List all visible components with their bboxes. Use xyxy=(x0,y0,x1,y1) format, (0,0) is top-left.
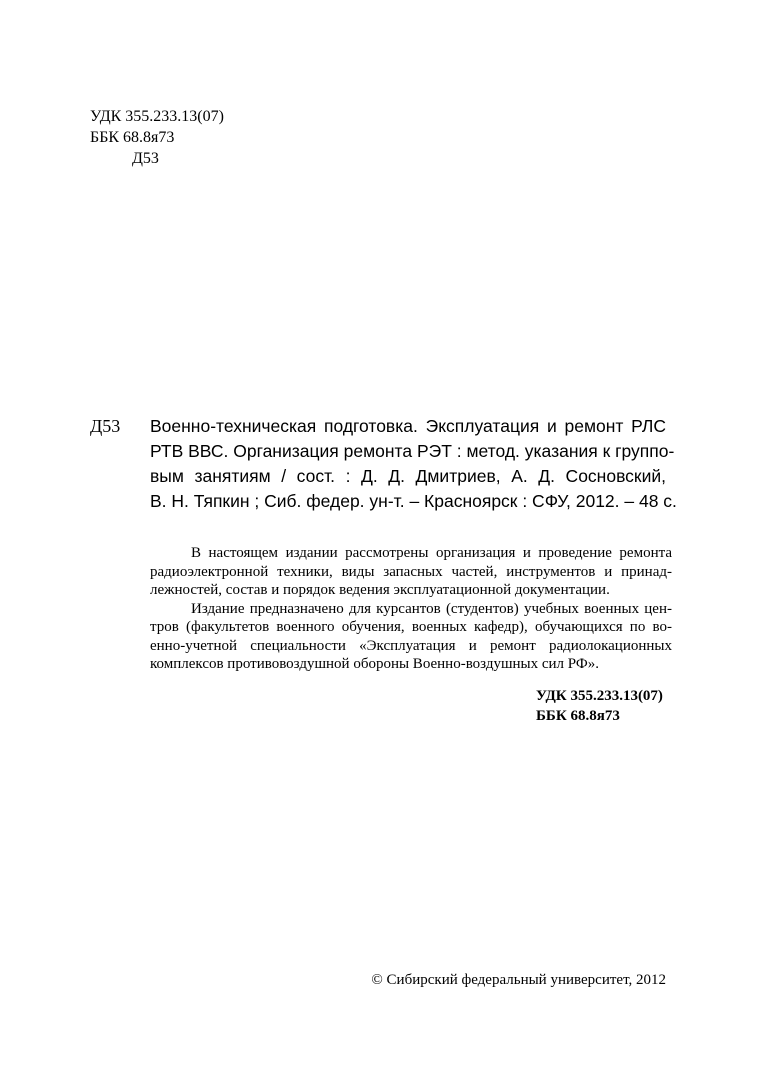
author-mark-code: Д53 xyxy=(132,150,159,167)
bibliographic-line: В. Н. Тяпкин ; Сиб. федер. ун-т. – Красноярск : СФУ, 2012. – 48 с. xyxy=(150,491,677,511)
bibliographic-entry xyxy=(150,414,677,514)
bbk-code: ББК 68.8я73 xyxy=(90,129,175,146)
header-classification-codes xyxy=(90,106,224,169)
footer-classification-codes xyxy=(536,686,663,726)
abstract xyxy=(150,544,672,674)
udk-code-bold: УДК 355.233.13(07) xyxy=(536,688,663,704)
bibliographic-line: вым занятиям / сост. : Д. Д. Дмитриев, А. Д. Сосновский, xyxy=(150,466,666,486)
bibliographic-line: РТВ ВВС. Организация ремонта РЭТ : метод. указания к группо- xyxy=(150,441,675,461)
bbk-code-bold: ББК 68.8я73 xyxy=(536,708,620,724)
abstract-line: комплексов противовоздушной обороны Военно-воздушных сил РФ». xyxy=(150,656,599,672)
abstract-line: тров (факультетов военного обучения, военных кафедр), обучающихся по во- xyxy=(150,619,672,635)
abstract-line: лежностей, состав и порядок ведения эксплуатационной документации. xyxy=(150,582,610,598)
abstract-line: В настоящем издании рассмотрены организация и проведение ремонта xyxy=(191,545,672,561)
bibliographic-author-mark: Д53 xyxy=(90,416,121,436)
copyright-notice: © Сибирский федеральный университет, 2012 xyxy=(371,972,666,988)
bibliographic-line: Военно-техническая подготовка. Эксплуатация и ремонт РЛС xyxy=(150,416,666,436)
abstract-line: радиоэлектронной техники, виды запасных частей, инструментов и принад- xyxy=(150,563,672,580)
abstract-line: Издание предназначено для курсантов (студентов) учебных военных цен- xyxy=(191,600,672,617)
udk-code: УДК 355.233.13(07) xyxy=(90,108,224,125)
abstract-line: енно-учетной специальности «Эксплуатация и ремонт радиолокационных xyxy=(150,637,672,654)
